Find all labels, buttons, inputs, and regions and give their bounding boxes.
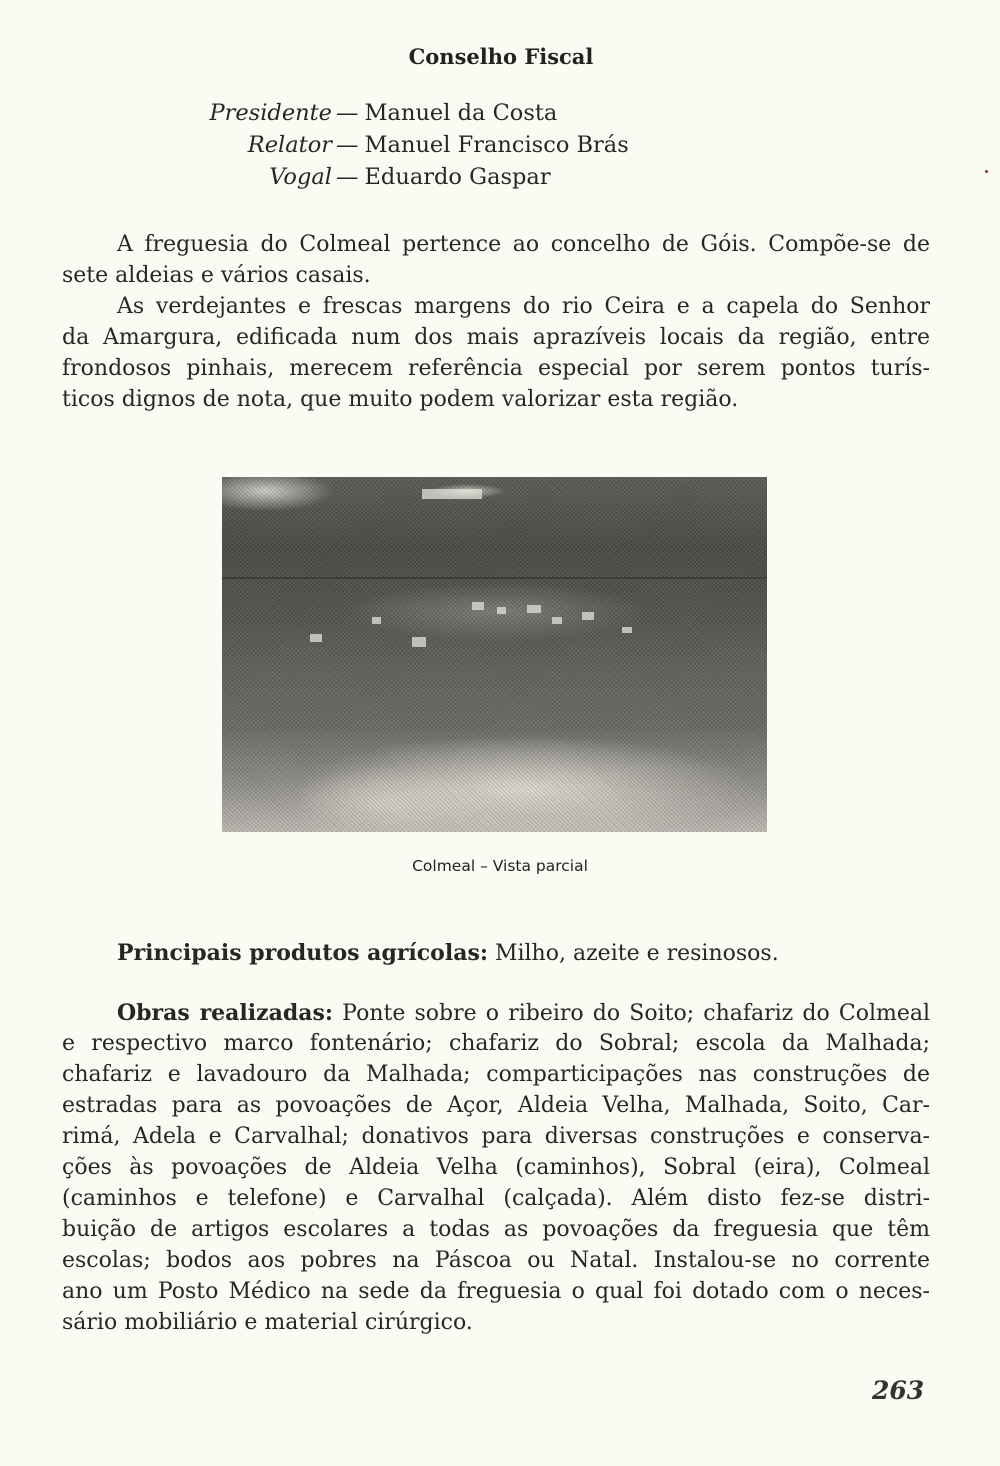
board-dash: — — [336, 100, 359, 126]
text-line: buição de artigos escolares a todas as povoações da freguesia que têm — [62, 1217, 930, 1242]
photo-detail — [310, 634, 322, 642]
board-dash: — — [336, 164, 359, 190]
text-line: ano um Posto Médico na sede da freguesia o qual foi dotado com o neces- — [62, 1279, 930, 1304]
text-line: chafariz e lavadouro da Malhada; comparticipações nas construções de — [62, 1062, 930, 1087]
paper-speck — [985, 170, 988, 173]
page-number: 263 — [872, 1376, 925, 1405]
text-line — [117, 938, 930, 968]
photo-detail — [412, 637, 426, 647]
products-label: Principais produtos agrícolas: — [117, 940, 488, 966]
text-line: ticos dignos de nota, que muito podem valorizar esta região. — [62, 387, 739, 412]
text-line: As verdejantes e frescas margens do rio Ceira e a capela do Senhor — [117, 294, 930, 319]
text-line: rimá, Adela e Carvalhal; donativos para diversas construções e conserva- — [62, 1124, 930, 1149]
photo-detail — [622, 627, 632, 633]
board-member-president — [0, 96, 1000, 130]
text-line: ções às povoações de Aldeia Velha (caminhos), Sobral (eira), Colmeal — [62, 1155, 930, 1180]
text-line — [117, 998, 930, 1028]
text-line: escolas; bodos aos pobres na Páscoa ou Natal. Instalou-se no corrente — [62, 1248, 930, 1273]
heading-title: Conselho Fiscal — [408, 44, 594, 69]
photo-caption: Colmeal – Vista parcial — [412, 857, 588, 875]
board-role: Relator — [247, 132, 332, 158]
board-member-member — [0, 160, 1000, 194]
village-photograph — [222, 477, 767, 832]
board-role: Vogal — [269, 164, 332, 190]
board-member-rapporteur — [0, 128, 1000, 162]
board-role: Presidente — [209, 100, 332, 126]
photo-detail — [497, 607, 506, 614]
text-line: sete aldeias e vários casais. — [62, 263, 371, 288]
text-line: A freguesia do Colmeal pertence ao concelho de Góis. Compõe-se de — [117, 232, 930, 257]
section-heading — [0, 44, 1000, 69]
photo-detail — [422, 489, 482, 499]
text-line: estradas para as povoações de Açor, Aldeia Velha, Malhada, Soito, Car- — [62, 1093, 930, 1118]
photo-detail — [372, 617, 381, 624]
text-line: sário mobiliário e material cirúrgico. — [62, 1310, 473, 1335]
photo-detail — [582, 612, 594, 620]
products-text: Milho, azeite e resinosos. — [487, 941, 779, 966]
board-name: Eduardo Gaspar — [364, 164, 551, 190]
text-line: da Amargura, edificada num dos mais aprazíveis locais da região, entre — [62, 325, 930, 350]
text-line: e respectivo marco fontenário; chafariz do Sobral; escola da Malhada; — [62, 1031, 930, 1056]
text-line: frondosos pinhais, merecem referência especial por serem pontos turís- — [62, 356, 930, 381]
photo-detail — [527, 605, 541, 613]
photo-detail — [472, 602, 484, 610]
works-label: Obras realizadas: — [117, 1000, 334, 1026]
works-first-line-text: Ponte sobre o ribeiro do Soito; chafariz do Colmeal — [333, 1001, 931, 1026]
text-line: (caminhos e telefone) e Carvalhal (calçada). Além disto fez-se distri- — [62, 1186, 930, 1211]
board-dash: — — [336, 132, 359, 158]
board-name: Manuel da Costa — [364, 100, 558, 126]
board-name: Manuel Francisco Brás — [364, 132, 629, 158]
photo-detail — [552, 617, 562, 624]
